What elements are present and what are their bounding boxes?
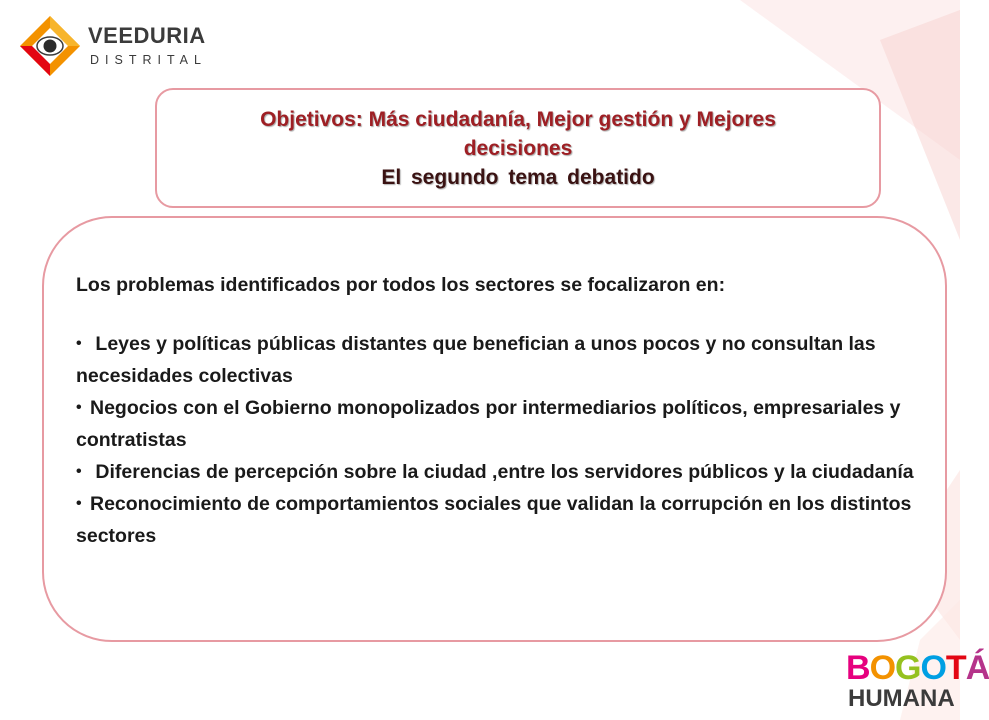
bullet-icon: • (76, 495, 82, 512)
list-item (76, 392, 915, 456)
bullet-icon: • (76, 399, 82, 416)
logo-subtitle: DISTRITAL (90, 53, 207, 67)
brand-letter: T (945, 649, 966, 687)
content-intro: Los problemas identificados por todos los sectores se focalizaron en: (76, 274, 726, 296)
content-box (42, 216, 947, 642)
bullet-icon: • (76, 463, 82, 480)
list-item-text: Negocios con el Gobierno monopolizados por intermediarios políticos, empresariales y contratistas (76, 397, 901, 451)
brand-letter: O (920, 649, 946, 687)
brand-letter: O (869, 649, 896, 687)
bogota-humana-logo (846, 649, 989, 714)
list-item-text: Diferencias de percepción sobre la ciudad ,entre los servidores públicos y la ciudadanía (90, 461, 914, 483)
brand-line-2: HUMANA (848, 685, 955, 712)
veeduria-logo-icon (18, 14, 82, 78)
bullet-icon: • (76, 335, 82, 352)
list-item (76, 456, 915, 488)
brand-line-1 (846, 650, 989, 686)
brand-letter: Á (965, 649, 989, 687)
title-box (155, 88, 881, 208)
brand-letter: B (846, 649, 870, 687)
slide-subtitle: El segundo tema debatido (381, 165, 655, 189)
problems-list (76, 328, 915, 552)
slide-title-line-1: Objetivos: Más ciudadanía, Mejor gestión y Mejores (260, 107, 776, 131)
veeduria-logo (18, 14, 207, 84)
list-item (76, 328, 915, 392)
list-item (76, 488, 915, 552)
slide-title-line-2: decisiones (463, 136, 573, 160)
logo-title: VEEDURIA (88, 23, 206, 48)
list-item-text: Reconocimiento de comportamientos sociales que validan la corrupción en los distintos sectores (76, 493, 912, 547)
list-item-text: Leyes y políticas públicas distantes que benefician a unos pocos y no consultan las necesidades colectivas (76, 333, 876, 387)
brand-letter: G (895, 649, 921, 687)
